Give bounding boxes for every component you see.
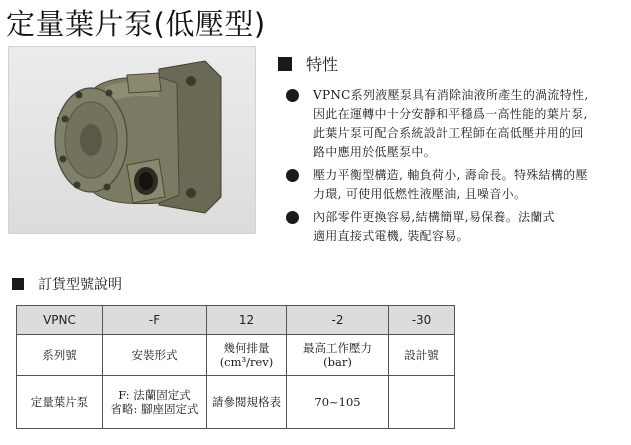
model-code-table — [16, 305, 455, 429]
cell-line: 省略: 腳座固定式 — [110, 402, 199, 416]
value-row — [17, 376, 455, 429]
feature-line: 內部零件更換容易,結構簡單,易保養。法蘭式 — [313, 210, 555, 224]
page-title: 定量葉片泵(低壓型) — [6, 7, 266, 41]
feature-item — [286, 166, 611, 204]
feature-item — [286, 86, 611, 162]
round-bullet-icon — [286, 211, 299, 224]
code-cell: 12 — [207, 306, 287, 335]
vane-pump-illustration — [9, 47, 255, 233]
value-cell — [287, 376, 389, 429]
cell-line: 幾何排量 — [223, 341, 270, 355]
description-cell — [103, 335, 207, 376]
cell-line: 設計號 — [404, 348, 439, 362]
features-heading-label: 特性 — [306, 55, 339, 74]
features-heading — [278, 52, 338, 75]
cell-line: 最高工作壓力 — [303, 341, 372, 355]
feature-line: 因此在運轉中十分安靜和平穩爲一高性能的葉片泵, — [313, 107, 588, 121]
feature-line: 路中應用於低壓泵中。 — [313, 145, 437, 159]
square-bullet-icon — [278, 57, 292, 71]
cell-line: 安裝形式 — [131, 348, 178, 362]
cell-line: 系列號 — [42, 348, 77, 362]
cell-line: 定量葉片泵 — [30, 395, 89, 409]
square-bullet-icon — [12, 278, 24, 290]
value-cell — [103, 376, 207, 429]
cell-line: (cm³/rev) — [219, 355, 274, 369]
code-cell: -2 — [287, 306, 389, 335]
round-bullet-icon — [286, 169, 299, 182]
feature-item — [286, 208, 611, 246]
value-cell — [207, 376, 287, 429]
cell-line: F: 法蘭固定式 — [118, 388, 191, 402]
round-bullet-icon — [286, 89, 299, 102]
code-cell: VPNC — [17, 306, 103, 335]
code-cell: -F — [103, 306, 207, 335]
feature-list — [286, 86, 611, 250]
cell-line: 請參閱規格表 — [212, 395, 281, 409]
feature-line: 壓力平衡型構造, 軸負荷小, 壽命長。特殊結構的壓 — [313, 168, 588, 182]
code-cell: -30 — [389, 306, 455, 335]
description-cell — [389, 335, 455, 376]
ordering-heading — [12, 274, 122, 294]
description-row — [17, 335, 455, 376]
description-cell — [17, 335, 103, 376]
code-row — [17, 306, 455, 335]
description-cell — [207, 335, 287, 376]
feature-line: VPNC系列液壓泵具有消除油液所產生的渦流特性, — [313, 88, 589, 102]
feature-line: 力環, 可使用低燃性液壓油, 且噪音小。 — [313, 187, 527, 201]
description-cell — [287, 335, 389, 376]
value-cell — [389, 376, 455, 429]
ordering-heading-label: 訂貨型號說明 — [38, 277, 122, 293]
feature-line: 適用直接式電機, 裝配容易。 — [313, 229, 469, 243]
pump-image — [8, 46, 256, 234]
cell-line: 70~105 — [314, 395, 361, 409]
value-cell — [17, 376, 103, 429]
cell-line: (bar) — [323, 355, 352, 369]
feature-line: 此葉片泵可配合系統設計工程師在高低壓并用的回 — [313, 126, 584, 140]
